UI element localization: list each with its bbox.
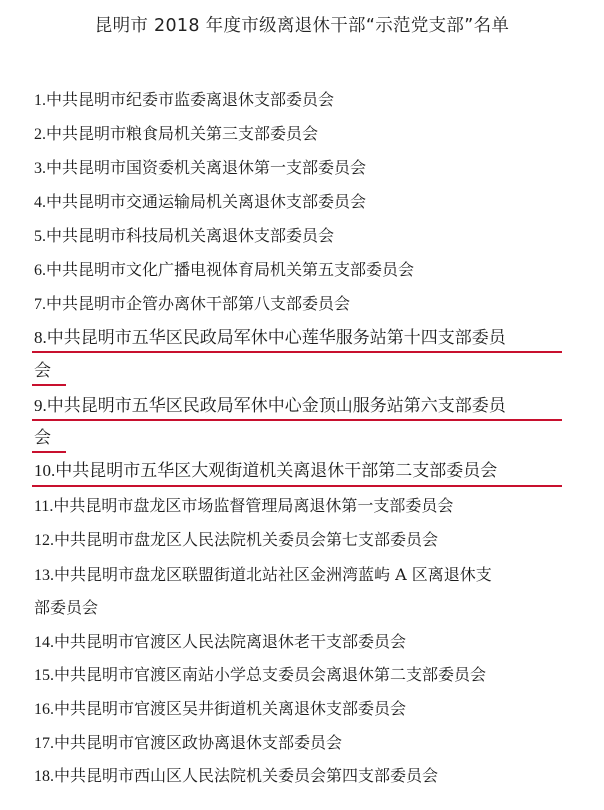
item-number: 6. [34, 262, 46, 279]
document-title: 昆明市 2018 年度市级离退休干部“示范党支部”名单 [94, 16, 510, 36]
red-underline [32, 419, 562, 421]
item-text-continued: 会 [34, 428, 51, 448]
item-number: 18. [34, 768, 54, 785]
item-text: 中共昆明市官渡区吴井街道机关离退休支部委员会 [54, 699, 407, 718]
item-number: 8. [34, 328, 47, 347]
red-underline [32, 384, 66, 386]
list-item [34, 294, 594, 315]
item-text: 中共昆明市五华区大观街道机关离退休干部第二支部委员会 [55, 461, 498, 481]
item-number: 16. [34, 701, 54, 718]
item-number: 4. [34, 194, 46, 211]
list-item [34, 90, 594, 111]
item-text-continued: 会 [34, 361, 51, 381]
red-underline [32, 451, 66, 453]
list-item [34, 260, 594, 281]
list-item [34, 665, 594, 686]
list-item [34, 226, 594, 247]
list-item [34, 766, 594, 787]
list-item [34, 124, 594, 145]
item-text: 中共昆明市文化广播电视体育局机关第五支部委员会 [46, 260, 415, 279]
item-number: 3. [34, 160, 46, 177]
item-number: 5. [34, 228, 46, 245]
list-item-continuation [34, 428, 594, 448]
item-number: 1. [34, 92, 46, 109]
item-number: 2. [34, 126, 46, 143]
item-text-continued: 部委员会 [34, 598, 99, 617]
list-item-highlighted [34, 461, 594, 481]
list-item [34, 565, 594, 586]
item-number: 10. [34, 461, 56, 480]
item-number: 17. [34, 735, 54, 752]
item-number: 9. [34, 396, 47, 415]
item-text: 中共昆明市五华区民政局军休中心莲华服务站第十四支部委员 [46, 328, 506, 348]
item-text: 中共昆明市企管办离休干部第八支部委员会 [46, 294, 351, 313]
item-number: 11. [34, 498, 54, 515]
list-item [34, 733, 594, 754]
item-number: 12. [34, 532, 54, 549]
item-text: 中共昆明市五华区民政局军休中心金顶山服务站第六支部委员 [46, 396, 506, 416]
red-underline [32, 351, 562, 353]
item-text: 中共昆明市官渡区政协离退休支部委员会 [54, 733, 343, 752]
item-text: 中共昆明市科技局机关离退休支部委员会 [46, 226, 335, 245]
item-number: 7. [34, 296, 46, 313]
list-item [34, 632, 594, 653]
item-text: 中共昆明市交通运输局机关离退休支部委员会 [46, 192, 367, 211]
item-text: 中共昆明市粮食局机关第三支部委员会 [46, 124, 319, 143]
item-text: 中共昆明市纪委市监委离退休支部委员会 [46, 90, 335, 109]
list-item [34, 158, 594, 179]
item-text: 中共昆明市国资委机关离退休第一支部委员会 [46, 158, 367, 177]
item-text: 中共昆明市盘龙区人民法院机关委员会第七支部委员会 [54, 530, 439, 549]
item-text: 中共昆明市官渡区人民法院离退休老干支部委员会 [54, 632, 407, 651]
list-item-highlighted [34, 396, 594, 416]
list-item-continuation [34, 361, 594, 381]
item-text: 中共昆明市西山区人民法院机关委员会第四支部委员会 [54, 766, 439, 785]
item-number: 14. [34, 634, 54, 651]
list-item [34, 192, 594, 213]
item-text: 中共昆明市盘龙区市场监督管理局离退休第一支部委员会 [53, 496, 454, 515]
list-item-continuation [34, 598, 594, 618]
red-underline [32, 485, 562, 487]
item-number: 15. [34, 667, 54, 684]
list-item-highlighted [34, 328, 594, 348]
item-number: 13. [34, 567, 54, 584]
item-text: 中共昆明市官渡区南站小学总支委员会离退休第二支部委员会 [54, 665, 487, 684]
list-item [34, 496, 594, 517]
list-item [34, 530, 594, 551]
item-text: 中共昆明市盘龙区联盟街道北站社区金洲湾蓝屿 A 区离退休支 [54, 565, 492, 584]
list-item [34, 699, 594, 720]
